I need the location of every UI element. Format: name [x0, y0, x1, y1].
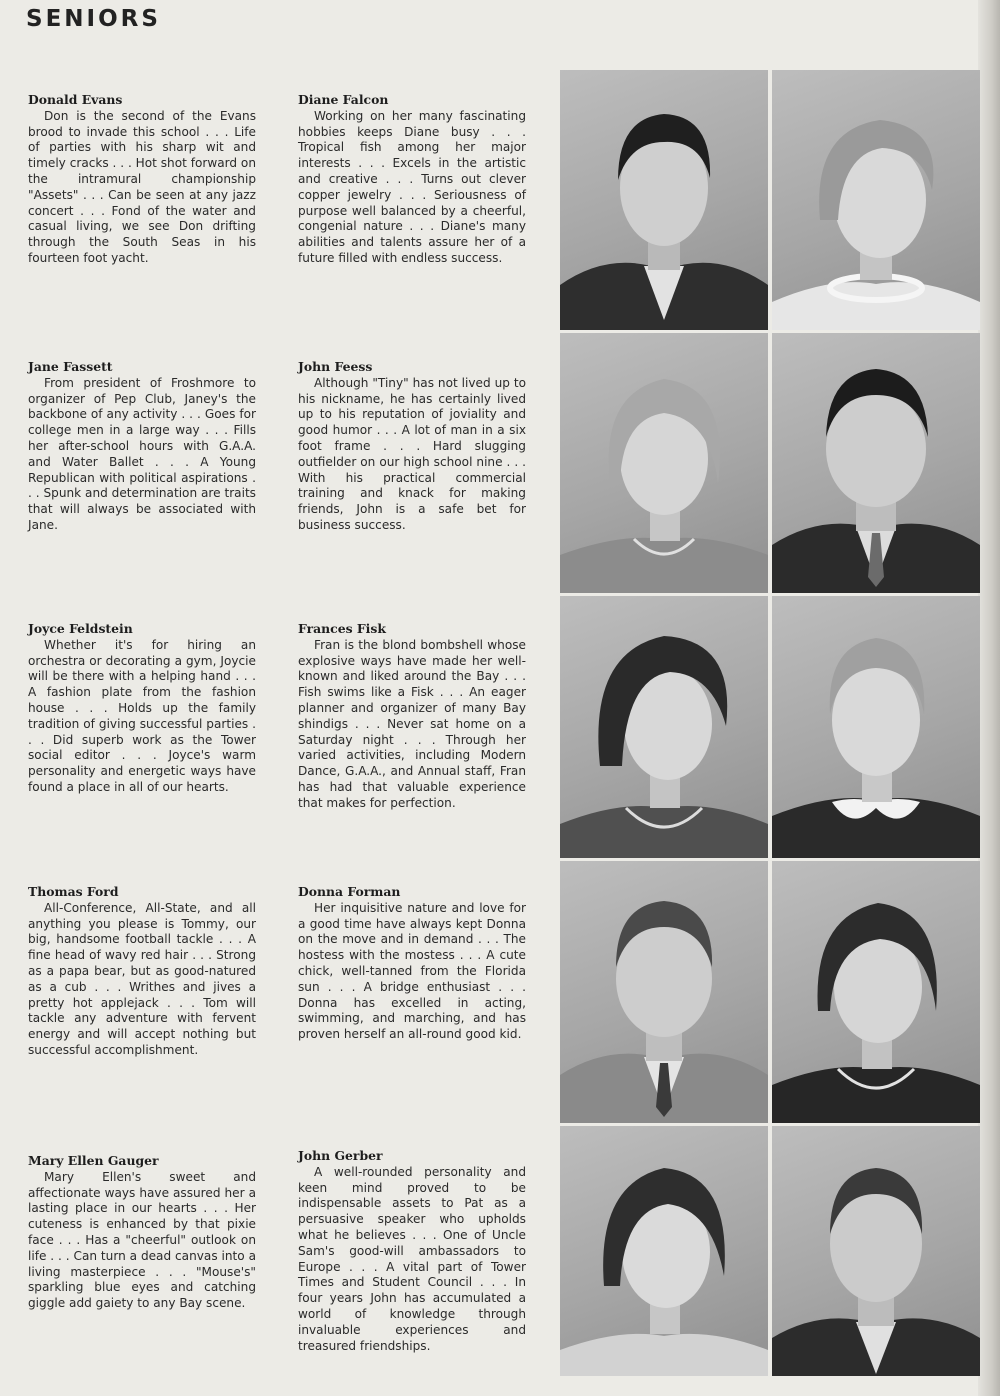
- senior-entry: [298, 359, 526, 534]
- senior-name: Thomas Ford: [28, 884, 119, 899]
- senior-entry: [28, 621, 256, 796]
- senior-bio: Working on her many fascinating hobbies keeps Diane busy . . . Tropical fish among her major interests . . . Excels in the artistic and creative . . . Turns out clever copper jewelry . . . Seriousness of purpose well balanced by a cheerful, congenial nature . . . Diane's many abilities and talents assure her of a future filled with endless success.: [298, 108, 526, 265]
- portrait-photo: [560, 333, 768, 593]
- senior-name: Jane Fassett: [28, 359, 113, 374]
- female-portrait: [772, 861, 980, 1123]
- portrait-photo: [772, 596, 980, 858]
- senior-bio: Fran is the blond bombshell whose explosive ways have made her well-known and liked around the Bay . . . Fish swims like a Fisk . . . An eager planner and organizer of many Bay shindigs . . . Never sat home on a Saturday night . . . Through her varied activities, including Modern Dance, G.A.A., and Annual staff, Fran has had that valuable experience that makes for perfection.: [298, 637, 526, 810]
- senior-entry: [28, 1153, 256, 1312]
- senior-bio: All-Conference, All-State, and all anything you please is Tommy, our big, handsome football tackle . . . A fine head of wavy red hair . . . Strong as a papa bear, but as good-natured as a cub . . . Writhes and jives a pretty hot applejack . . . Tom will tackle any adventure with fervent energy and will accept nothing but successful accomplishment.: [28, 900, 256, 1057]
- senior-entry: [298, 884, 526, 1043]
- female-portrait: [560, 596, 768, 858]
- portrait-photo: [560, 1126, 768, 1376]
- senior-entry: [28, 92, 256, 267]
- portrait-photo: [772, 70, 980, 330]
- female-portrait: [772, 70, 980, 330]
- senior-name: John Gerber: [298, 1148, 383, 1163]
- senior-entry: [298, 1148, 526, 1354]
- senior-name: Frances Fisk: [298, 621, 386, 636]
- male-portrait: [560, 70, 768, 330]
- senior-entry: [28, 359, 256, 534]
- senior-bio: From president of Froshmore to organizer of Pep Club, Janey's the backbone of any activity . . . Goes for college men in a large way . . . Fills her after-school hours with G.A.A. and Water Ballet . . . A Young Republican with political aspirations . . . Spunk and determination are traits that will always be associated with Jane.: [28, 375, 256, 532]
- senior-name: Donna Forman: [298, 884, 401, 899]
- male-portrait: [772, 333, 980, 593]
- page-edge: [978, 0, 1000, 1396]
- portrait-photo: [772, 1126, 980, 1376]
- senior-bio: A well-rounded personality and keen mind proved to be indispensable assets to Pat as a persuasive speaker who upholds what he believes . . . One of Uncle Sam's good-will ambassadors to Europe . . . A vital part of Tower Times and Student Council . . . In four years John has accumulated a world of knowledge through invaluable experiences and treasured friendships.: [298, 1164, 526, 1353]
- female-portrait: [560, 333, 768, 593]
- male-portrait: [560, 861, 768, 1123]
- senior-bio: Her inquisitive nature and love for a good time have always kept Donna on the move and in demand . . . The hostess with the mostess . . . A cute chick, well-tanned from the Florida sun . . . A bridge enthusiast . . . Donna has excelled in acting, swimming, and marching, and has proven herself an all-round good kid.: [298, 900, 526, 1042]
- senior-bio: Whether it's for hiring an orchestra or decorating a gym, Joycie will be there with a helping hand . . . A fashion plate from the fashion house . . . Holds up the family tradition of giving successful parties . . . Did superb work as the Tower social editor . . . Joyce's warm personality and energetic ways have found a place in all of our hearts.: [28, 637, 256, 794]
- page-title: SENIORS: [26, 6, 161, 32]
- portrait-photo: [772, 861, 980, 1123]
- female-portrait: [560, 1126, 768, 1376]
- senior-bio: Mary Ellen's sweet and affectionate ways have assured her a lasting place in our hearts . . . Her cuteness is enhanced by that pixie face . . . Has a "cheerful" outlook on life . . . Can turn a dead canvas into a living masterpiece . . . "Mouse's" sparkling blue eyes and catching giggle add gaiety to any Bay scene.: [28, 1169, 256, 1311]
- portrait-photo: [560, 596, 768, 858]
- senior-bio: Although "Tiny" has not lived up to his nickname, he has certainly lived up to his reputation of joviality and good humor . . . A lot of man in a six foot frame . . . Hard slugging outfielder on our high school nine . . . With his practical commercial training and knack for making friends, John is a safe bet for business success.: [298, 375, 526, 532]
- portrait-photo: [772, 333, 980, 593]
- portrait-photo: [560, 861, 768, 1123]
- male-portrait: [772, 1126, 980, 1376]
- senior-name: Donald Evans: [28, 92, 123, 107]
- portrait-photo: [560, 70, 768, 330]
- senior-entry: [298, 621, 526, 812]
- senior-entry: [28, 884, 256, 1059]
- senior-name: Diane Falcon: [298, 92, 389, 107]
- female-portrait: [772, 596, 980, 858]
- senior-bio: Don is the second of the Evans brood to invade this school . . . Life of parties with his sharp wit and timely cracks . . . Hot shot forward on the intramural championship "Assets" . . . Can be seen at any jazz concert . . . Fond of the water and casual living, we see Don drifting through the South Seas in his fourteen foot yacht.: [28, 108, 256, 265]
- senior-name: Mary Ellen Gauger: [28, 1153, 159, 1168]
- senior-entry: [298, 92, 526, 267]
- senior-name: John Feess: [298, 359, 373, 374]
- senior-name: Joyce Feldstein: [28, 621, 133, 636]
